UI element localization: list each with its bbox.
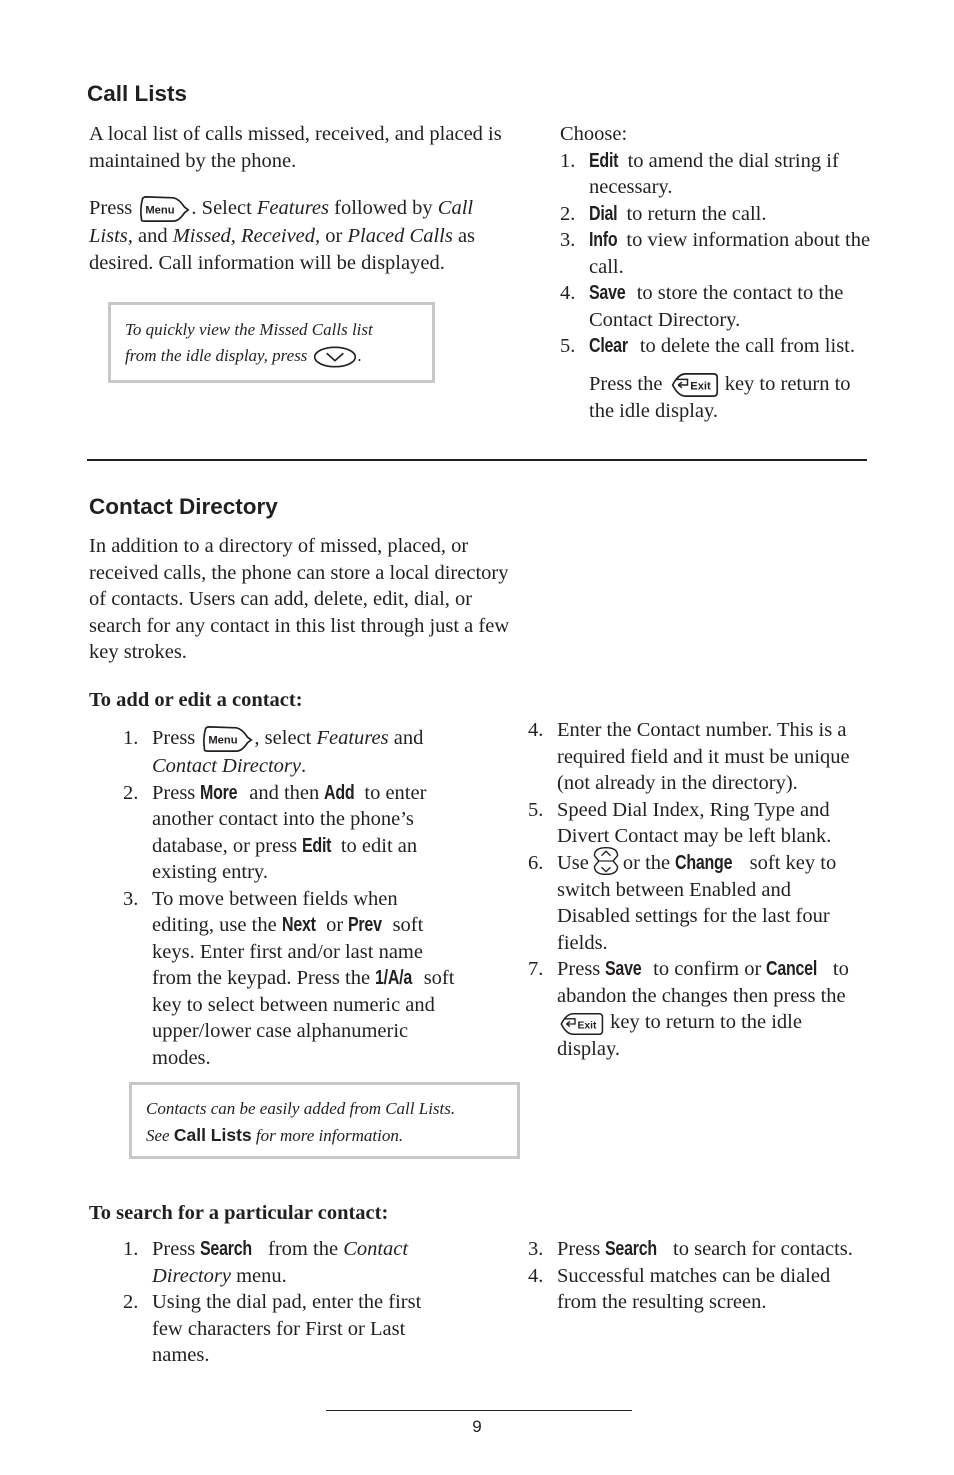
tip-line-1: Contacts can be easily added from Call Lists. [146,1099,456,1118]
tip-line-2: from the idle display, press . [125,343,432,369]
add-step-3: 3. To move between fields when editing, use the Next or Prev soft keys. Enter first and/or last name from the keypad. Press the 1/A/a soft key to select between numeric and upper/lower case alphanumeric modes. [123,887,455,1069]
menu-key-icon [137,195,191,223]
contact-directory-heading: Contact Directory [89,494,278,519]
search-step-2: 2. Using the dial pad, enter the first few characters for First or Last names. [123,1291,422,1366]
option-clear: 5. Clear to delete the call from list. [560,333,890,360]
search-step-1: 1. Press Search from the Contact Directory menu. [123,1237,409,1287]
tip-line-2: See Call Lists for more information. [146,1125,404,1145]
search-softkey: Search [605,1237,658,1260]
save-softkey: Save [605,957,642,981]
clear-softkey: Clear [589,334,628,357]
page-number: 9 [472,1417,482,1436]
add-from-call-lists-tip-box [129,1082,520,1159]
search-steps-left [123,1236,453,1369]
search-step-4: 4. Successful matches can be dialed from the resulting screen. [528,1264,831,1313]
search-steps-right [528,1236,868,1316]
add-edit-steps-left [123,725,463,1071]
mode-softkey: 1/A/a [375,966,413,990]
option-edit: 1. Edit to amend the dial string if necessary. [560,148,839,198]
exit-key-icon [668,372,720,398]
dial-softkey: Dial [589,201,618,225]
next-softkey: Next [281,913,316,937]
tip-line-1: To quickly view the Missed Calls list [125,320,373,339]
add-edit-heading: To add or edit a contact: [89,689,303,711]
call-lists-heading: Call Lists [87,81,188,106]
change-softkey: Change [675,850,733,874]
contact-directory-intro: In addition to a directory of missed, placed, or received calls, the phone can store a local directory of contacts. Users can add, delete, edit, dial, or search for any contact in this list through just a few key strokes. [89,535,510,663]
edit-softkey: Edit [589,148,619,172]
exit-note: Press the key to return to the idle display. [589,373,851,423]
down-arrow-key-icon [312,345,358,369]
option-dial: 2. Dial to return the call. [560,201,890,228]
more-softkey: More [200,780,238,804]
section-divider [87,459,867,461]
prev-softkey: Prev [348,913,383,937]
add-step-4: 4. Enter the Contact number. This is a required field and it must be unique (not already in the directory). [528,719,850,794]
cancel-softkey: Cancel [766,957,818,981]
missed-calls-tip-box [108,302,435,383]
search-step-3: 3. Press Search to search for contacts. [528,1236,868,1263]
option-save: 4. Save to store the contact to the Contact Directory. [560,281,844,331]
footer-rule [326,1410,632,1411]
add-step-2: 2. Press More and then Add to enter another contact into the phone’s database, or press Edit to edit an existing entry. [123,780,427,884]
add-step-7: 7. Press Save to confirm or Cancel to abandon the changes then press the key to return to the idle display. [528,957,849,1060]
add-edit-steps-right [528,717,858,1062]
info-softkey: Info [589,228,618,251]
add-step-6: 6. Use or the Change soft key to switch between Enabled and Disabled settings for the last four fields. [528,850,858,957]
call-list-options-list [560,148,890,360]
add-softkey: Add [324,780,355,804]
edit-softkey: Edit [302,833,332,857]
up-down-nav-key-icon [589,845,623,877]
option-info: 3. Info to view information about the call. [560,228,871,278]
call-list-options [560,121,890,360]
search-heading: To search for a particular contact: [89,1202,389,1224]
save-softkey: Save [589,281,626,304]
menu-key-icon [200,725,254,753]
call-lists-intro: A local list of calls missed, received, and placed is maintained by the phone. [89,123,502,172]
choose-label: Choose: [560,123,628,145]
call-lists-press-paragraph: Press . Select Features followed by Call Lists, and Missed, Received, or Placed Calls as desired. Call information will be displayed. [89,197,476,274]
add-step-5: 5. Speed Dial Index, Ring Type and Divert Contact may be left blank. [528,798,832,847]
add-step-1: 1. Press , select Features and Contact Directory. [123,727,424,778]
call-lists-reference: Call Lists [173,1125,252,1145]
exit-key-icon [557,1012,605,1036]
search-softkey: Search [200,1237,253,1260]
